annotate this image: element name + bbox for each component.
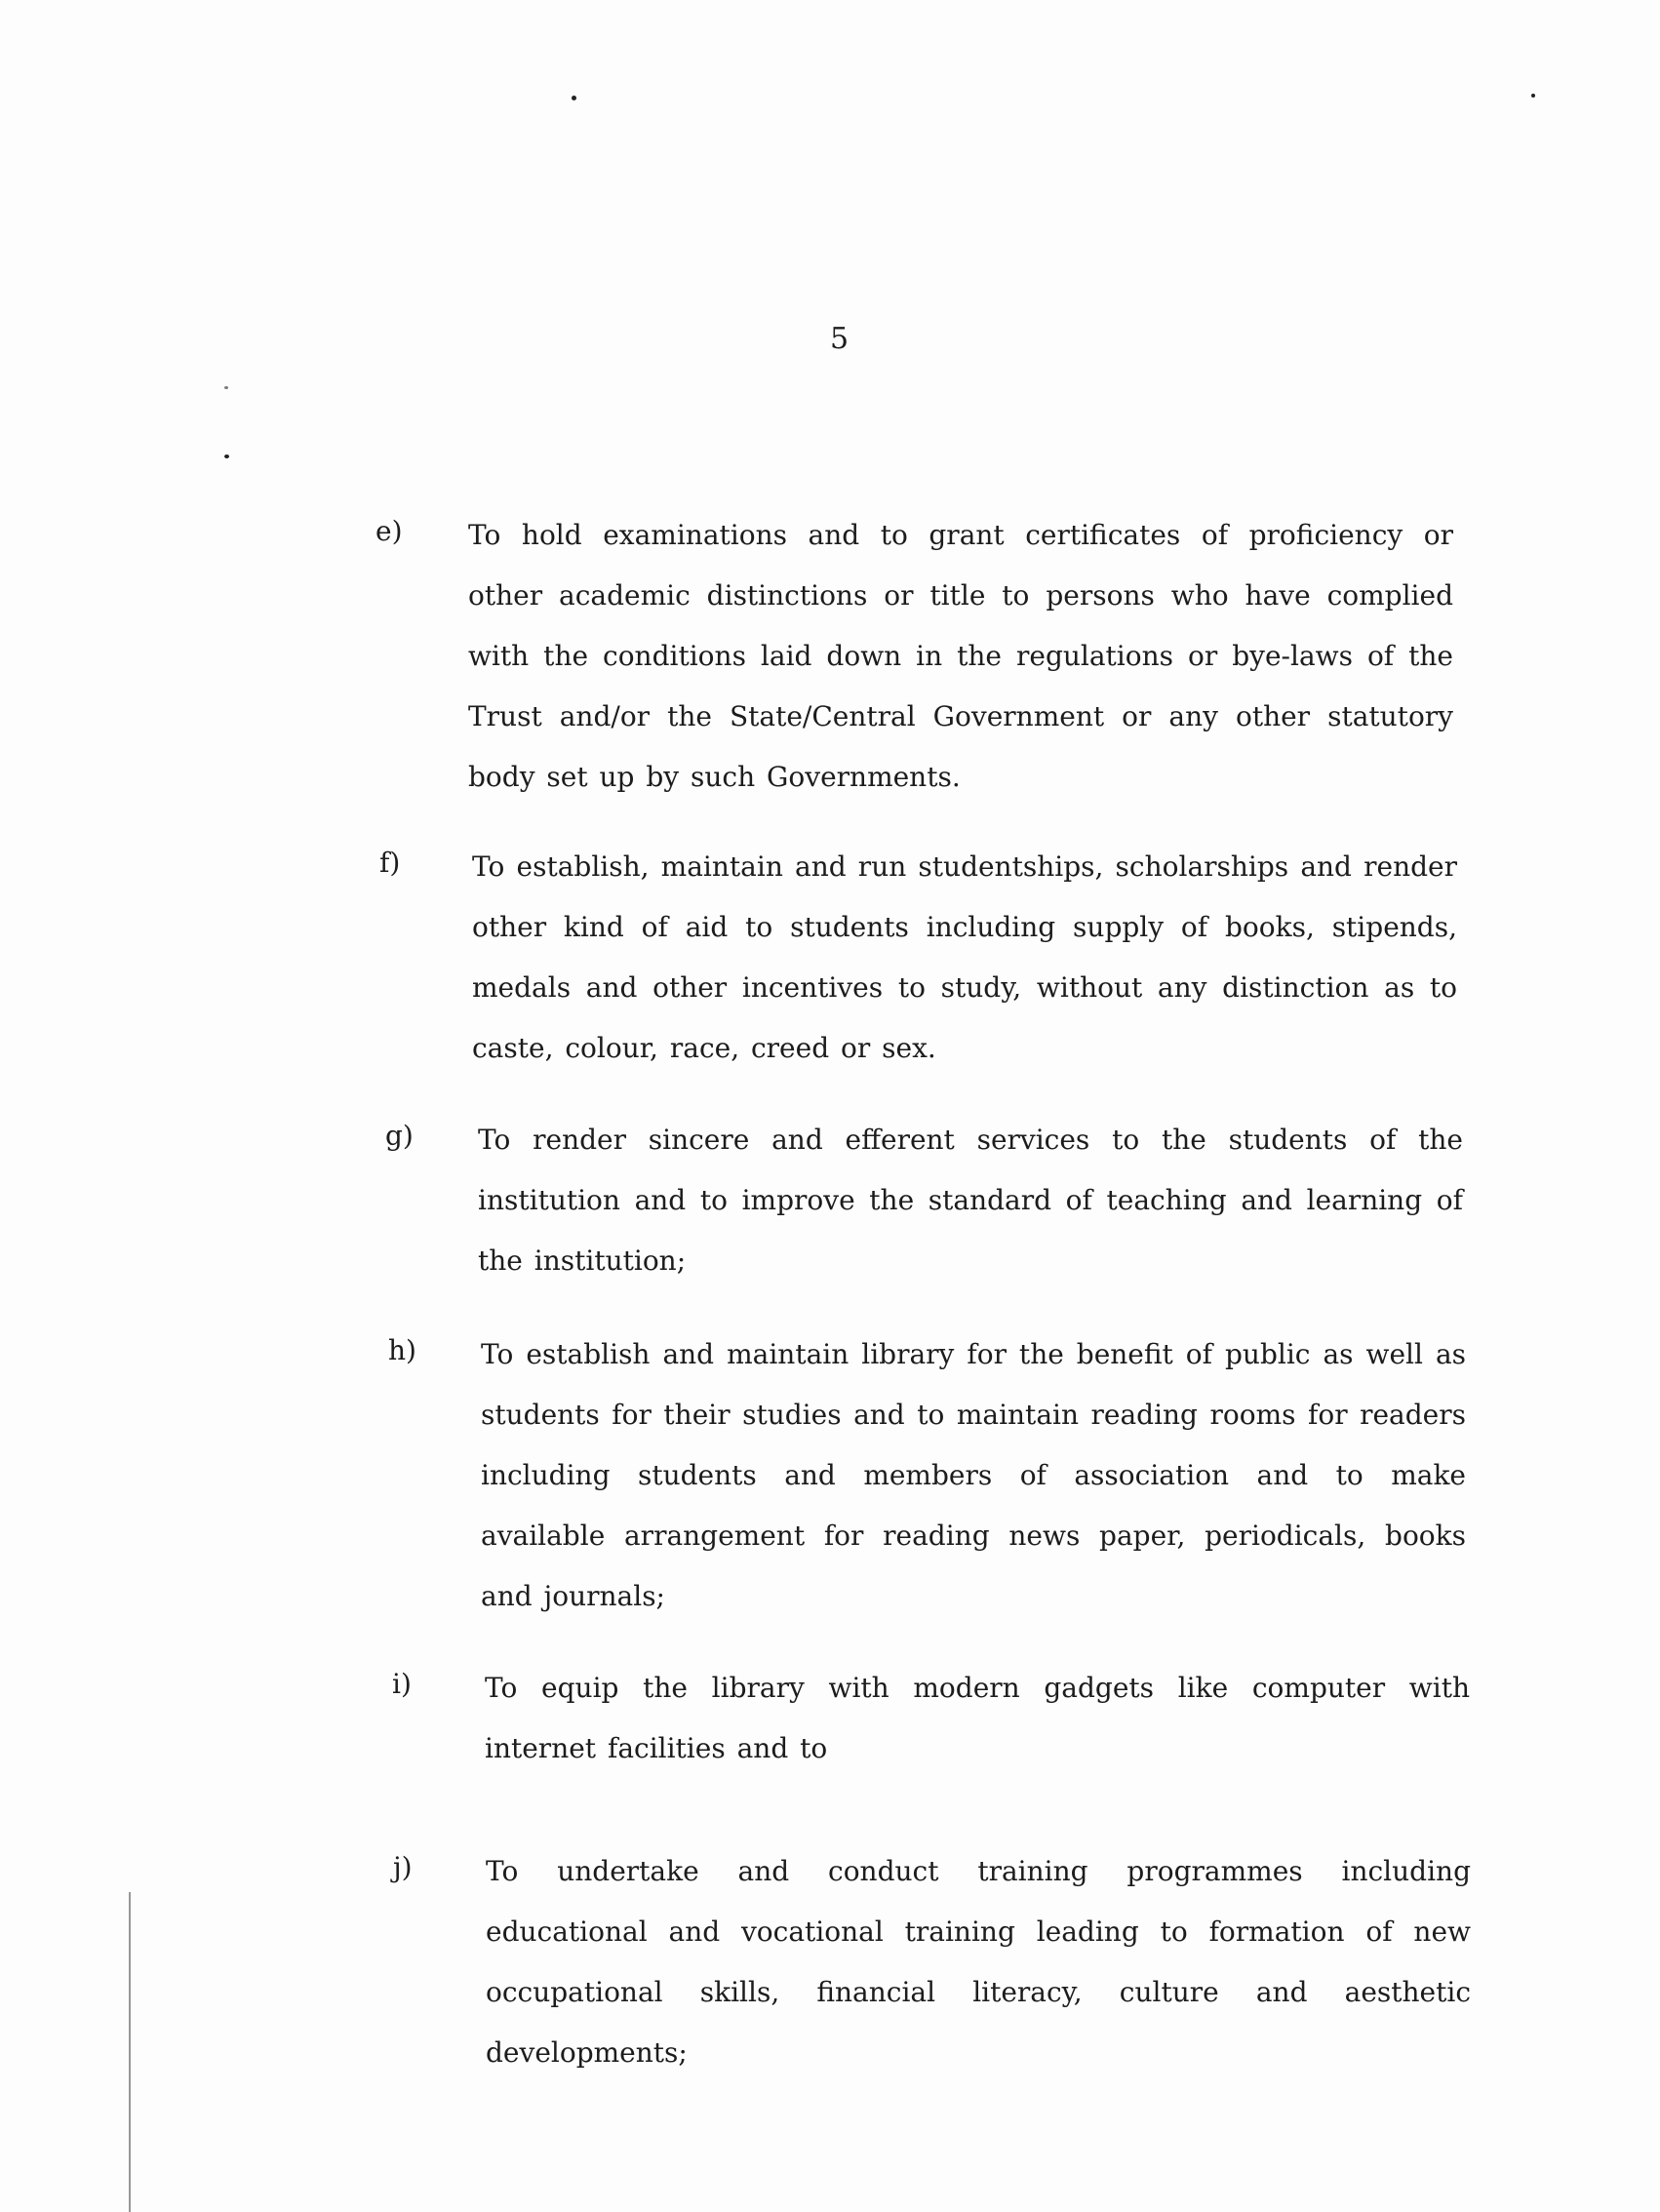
clause-label: e)	[375, 515, 403, 547]
clause-text: To render sincere and efferent services to the students of the institution and to improve the standard of teaching and learning of the institution;	[478, 1124, 1463, 1277]
clause-label: j)	[393, 1851, 413, 1883]
page-number: 5	[829, 322, 850, 356]
scan-speck	[224, 454, 229, 458]
clause-text: To hold examinations and to grant certificates of proficiency or other academic distinctions or title to persons who have complied with the conditions laid down in the regulations or bye-laws of the Trust and/or the State/Central Government or any other statutory body set up by such Governments.	[468, 519, 1453, 793]
clause-label: f)	[379, 847, 401, 879]
clause-text: To establish, maintain and run studentships, scholarships and render other kind of aid to students including supply of books, stipends, medals and other incentives to study, without any distinction as to caste, colour, race, creed or sex.	[472, 850, 1457, 1064]
clause-label: h)	[388, 1334, 416, 1366]
scan-speck	[224, 386, 228, 389]
clause-label: g)	[385, 1120, 414, 1152]
clause-text: To equip the library with modern gadgets like computer with internet facilities and to	[485, 1672, 1470, 1764]
scan-speck	[1531, 94, 1535, 98]
clause-text: To establish and maintain library for the benefit of public as well as students for their studies and to maintain reading rooms for readers including students and members of association and to make available arrangement for reading news paper, periodicals, books and journals;	[481, 1338, 1466, 1612]
scan-speck	[572, 96, 576, 100]
scan-edge-line	[129, 1892, 131, 2212]
clause-label: i)	[392, 1668, 412, 1700]
clause-text: To undertake and conduct training programmes including educational and vocational training leading to formation of new occupational skills, financial literacy, culture and aesthetic developments;	[486, 1855, 1471, 2069]
